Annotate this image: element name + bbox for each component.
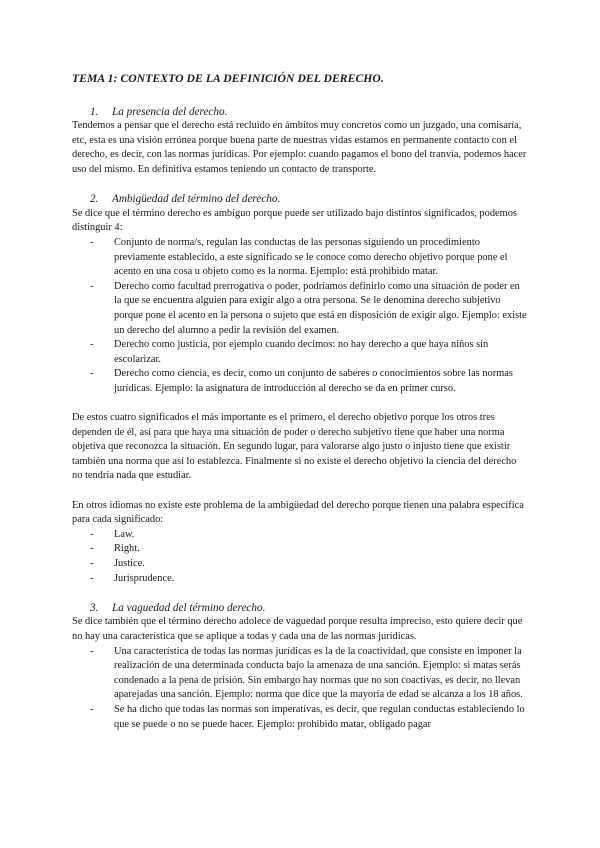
section-2-intro: Se dice que el término derecho es ambiguo porque puede ser utilizado bajo distintos significados, podemos distinguir 4: bbox=[72, 207, 517, 234]
list-item: - Conjunto de norma/s, regulan las conductas de las personas siguiendo un procedimiento previamente establecido, a este significado se le conoce como derecho objetivo porque pone el acento en una cosa u objeto como es la norma. Ejemplo: está prohibido matar. bbox=[90, 236, 508, 278]
list-item: - Una característica de todas las normas jurídicas es la de la coactividad, que consiste en imponer la realización de una determinada conducta bajo la amenaza de una sanción. Ejemplo: si matas serás condenado a la pena de prisión. Sin embargo hay normas que no son coactivas, es decir, no llevan aparejadas una sanción. Ejemplo: norma que dice que la mayoría de edad se alcanza a los 18 años. bbox=[90, 645, 523, 701]
list-item: - Derecho como ciencia, es decir, como un conjunto de saberes o conocimientos sobre las normas jurídicas. Ejemplo: la asignatura de introducción al derecho se da en primer curso. bbox=[90, 368, 513, 394]
section-heading-3: 3. La vaguedad del término derecho. bbox=[90, 601, 266, 614]
list-item: - Derecho como facultad prerrogativa o poder, podríamos definirlo como una situación de poder en la que se encuentra alguien para exigir algo a otra persona. Se le denomina derecho subjetivo porque pone el acento en la persona o sujeto que está en disposición de exigir algo. Ejemplo: existe un derecho del alumno a pedir la revisión del examen. bbox=[90, 280, 527, 336]
section-heading-1: 1. La presencia del derecho. bbox=[90, 105, 228, 118]
list-item: - Jurisprudence. bbox=[90, 572, 175, 584]
section-2-paragraph-3: En otros idiomas no existe este problema de la ambigüedad del derecho porque tienen una palabra específica para cada significado: bbox=[72, 499, 524, 526]
section-2-paragraph-2: De estos cuatro significados el más importante es el primero, el derecho objetivo porque los otros tres dependen de él, así para que haya una situación de poder o derecho subjetivo tiene que haber una norma objetiva que reconozca la situación. En segundo lugar, para valorarse algo justo o injusto tiene que existir también una norma que así lo establezca. Finalmente si no existe el derecho objetivo la ciencia del derecho no tendría nada que estudiar. bbox=[72, 412, 517, 482]
vagueness-list bbox=[72, 645, 528, 733]
document-body bbox=[72, 72, 528, 732]
meanings-list bbox=[72, 236, 528, 397]
list-item: - Right. bbox=[90, 543, 140, 555]
list-item: - Justice. bbox=[90, 558, 145, 569]
section-3-intro: Se dice también que el término derecho adolece de vaguedad porque resulta impreciso, esto quiere decir que no hay una característica que se aplique a todas y cada una de las normas jurídicas. bbox=[72, 616, 523, 642]
list-item: - Law. bbox=[90, 528, 135, 540]
section-1-paragraph: Tendemos a pensar que el derecho está recluido en ámbitos muy concretos como un juzgado, una comisaría, etc, esta es una visión errónea porque buena parte de nuestras vidas estamos en permanente contacto con el derecho, es decir, con las normas jurídicas. Por ejemplo: cuando pagamos el bono del tranvía, podemos hacer uso del mismo. En definitiva estamos teniendo un contacto de transporte. bbox=[72, 120, 527, 175]
document-title: TEMA 1: CONTEXTO DE LA DEFINICIÓN DEL DERECHO. bbox=[72, 72, 384, 85]
list-item: - Derecho como justicia, por ejemplo cuando decimos: no hay derecho a que haya niños sin escolarizar. bbox=[90, 339, 489, 365]
terms-list bbox=[72, 528, 528, 586]
list-item: - Se ha dicho que todas las normas son imperativas, es decir, que regulan conductas estableciendo lo que se puede o no se puede hacer. Ejemplo: prohibido matar, obligado pagar bbox=[90, 703, 525, 730]
section-heading-2: 2. Ambigüedad del término del derecho. bbox=[90, 193, 281, 206]
